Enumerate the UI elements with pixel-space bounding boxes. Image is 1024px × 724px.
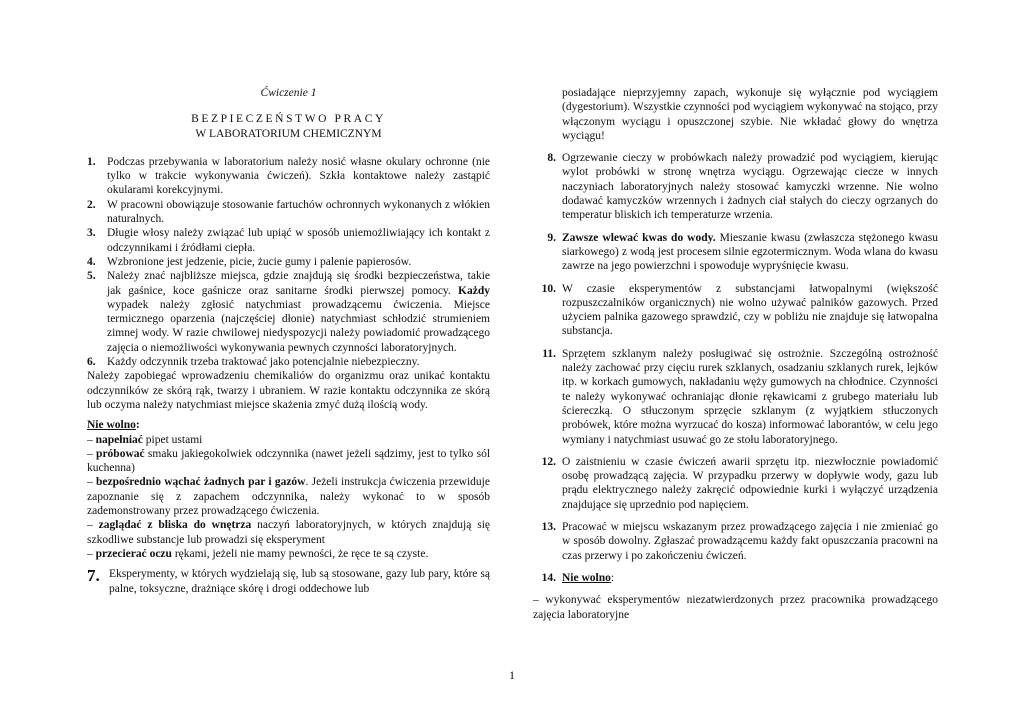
item9-rest: Mieszanie kwasu (zwłaszcza stężonego kwasu siarkowego) z wodą jest procesem silnie egzotermicznym. Woda wlana do kwasu zawrze na jego powierzchni i spowoduje wypryśnięcie kwasu. [562,231,938,273]
item7-continuation: posiadające nieprzyjemny zapach, wykonuje się wyłącznie pod wyciągiem (dygestorium). Wszystkie czynności pod wyciągiem wykonywać na stojąco, przy włączonym wyciągu i opuszczonej szybie. Nie wkładać głowy do wnętrza wyciągu! [562,87,938,142]
title-line-2: W LABORATORIUM CHEMICZNYM [195,127,382,140]
item-text: W pracowni obowiązuje stosowanie fartuchów ochronnych wykonanych z włókien naturalnych. [107,198,490,226]
rule-item-9 [533,231,938,274]
item-number: 2. [87,198,96,211]
item5-text-b: wypadek należy zgłosić natychmiast prowadzącemu ćwiczenia. Miejsce termicznego oparzenia (najczęściej dłonie) natychmiast schłodzić strumieniem zimnej wody. W razie chwilowej niedyspozycji należy powiadomić prowadzącego zajęcia o niemożliwości wykonywania pewnych czynności laboratoryjnych. [107,298,490,354]
nie-wolno-colon: : [135,419,140,432]
prohibition-bold: napełniać [95,433,143,446]
item-number: 11. [542,347,556,360]
rule-item-3 [87,226,490,255]
item-text: W czasie eksperymentów z substancjami łatwopalnymi (większość rozpuszczalników organicznych) nie wolno używać palników gazowych. Przed użyciem palnika gazowego sprawdzić, czy w pobliżu nie znajduje się łatwopalna substancja. [562,282,938,338]
item-text: Długie włosy należy związać lub upiąć w sposób uniemożliwiający ich kontakt z odczynnikami i źródłami ciepła. [107,227,490,254]
prohibition-bold: próbować [96,447,145,460]
item-text [562,231,938,274]
rule-item-1 [87,155,490,198]
dash: – [87,433,93,446]
title-line-1: BEZPIECZEŃSTWO PRACY [191,113,386,126]
item-number: 1. [87,155,96,168]
item-text: Podczas przebywania w laboratorium należy nosić własne okulary ochronne (nie tylko w trakcie wykonywania ćwiczeń). Szkła kontaktowe należy zastąpić okularami korekcyjnymi. [107,155,490,197]
item-number: 14. [541,571,556,584]
item-text: Każdy odczynnik trzeba traktować jako potencjalnie niebezpieczny. [107,356,420,369]
rule-item-2 [87,198,490,227]
rule-item-14 [533,571,938,585]
item-number: 7. [87,566,100,586]
item-text [107,269,490,355]
item-number: 3. [87,227,96,240]
left-column [87,86,490,596]
prohibition-bold: zaglądać z bliska do wnętrza [98,519,252,532]
prohibition-text: naczyń laboratoryjnych, w których znajdują się szkodliwe substancje lub prowadzi się eksperyment [87,519,490,546]
item-number: 5. [87,270,96,283]
right-column [533,86,938,622]
item-text: Pracować w miejscu wskazanym przez prowadzącego zajęcia i nie zmieniać go w sposób dowolny. Zgłaszać prowadzącemu każdy fakt opuszczania pracowni na czas przerwy i po zakończeniu ćwiczeń. [562,521,938,562]
rule-item-12 [533,455,938,512]
item5-text-a: Należy znać najbliższe miejsca, gdzie znajdują się środki bezpieczeństwa, takie jak gaśnice, koce gaśnicze oraz sanitarne środki pierwszej pomocy. [107,270,490,297]
prohibition-text: rękami, jeżeli nie mamy pewności, że ręce te są czyste. [171,547,429,560]
item5-bold: Każdy [458,284,490,297]
item-text: Sprzętem szklanym należy posługiwać się ostrożnie. Szczególną ostrożność należy zachować przy cięciu rurek szklanych, osadzaniu szklanych rurek, lejków itp. w korkach gumowych, nakładaniu węży gumowych na chłodnice. Czynności te należy wykonywać ochraniając dłonie rękawicami z grubego materiału lub ściereczką. O stłuczonym sprzęcie szklanym (z wyjątkiem stłuczonych probówek, które można wyrzucać do kosza) informować laborantów, w celu jego wymiany i natychmiast usuwać go ze stołu laboratoryjnego. [562,347,938,446]
final-prohibition [533,593,938,622]
rule-item-10 [533,282,938,339]
contact-paragraph: Należy zapobiegać wprowadzeniu chemikaliów do organizmu oraz unikać kontaktu odczynników ze skórą rąk, twarzy i ubraniem. W razie kontaktu odczynnika ze skórą lub oczyma należy natychmiast miejsce skażenia zmyć dużą ilością wody. [87,370,490,411]
prohibition-3 [87,475,490,518]
item-number: 10. [541,282,556,295]
prohibition-bold: bezpośrednio wąchać żadnych par i gazów [96,476,306,489]
prohibition-text: smaku jakiegokolwiek odczynnika (nawet jeżeli sądzimy, jest to tylko sól kuchenna) [87,447,491,475]
item-number: 4. [87,255,96,268]
exercise-subtitle: Ćwiczenie 1 [260,87,317,99]
rule-item-6 [87,355,490,369]
prohibition-5 [87,547,490,561]
item-number: 6. [87,356,96,369]
prohibition-2 [87,447,490,476]
prohibition-text: . Jeżeli instrukcja ćwiczenia przewiduje zapoznanie się z zapachem odczynnika, należy wykonać to w sposób zademonstrowany przez prowadzącego ćwiczenia. [87,476,490,518]
prohibition-4 [87,518,490,547]
prohibition-bold: przecierać oczu [95,547,172,560]
rule-item-11 [533,347,938,447]
dash: – [87,447,93,460]
rule-item-8 [533,151,938,222]
item-text: Eksperymenty, w których wydzielają się, lub są stosowane, gazy lub pary, które są palne, toksyczne, drażniące skórę i drogi oddechowe lub [109,568,490,595]
item-number: 9. [547,231,556,244]
prohibition-1 [87,433,490,447]
nie-wolno-label: Nie wolno [562,571,611,584]
nie-wolno-heading [87,418,490,432]
rule-item-7 [87,567,490,596]
page-number: 1 [509,668,515,682]
item-text: Ogrzewanie cieczy w probówkach należy prowadzić pod wyciągiem, kierując wylot probówki w stronę wnętrza wyciągu. Ogrzewając ciecze w innych naczyniach laboratoryjnych należy stosować kamyczki wrzenne. Nie wolno dodawać kamyczków wrzennych i żadnych ciał stałych do cieczy ogrzanych do temperatur bliskich ich temperaturze wrzenia. [562,152,938,222]
item-number: 13. [541,521,556,534]
item-number: 12. [541,455,556,468]
dash: – [87,547,93,560]
nie-wolno-label: Nie wolno [87,419,136,432]
dash: – [87,476,93,489]
nie-wolno-colon: : [610,571,615,584]
item-text: Wzbronione jest jedzenie, picie, żucie gumy i palenie papierosów. [107,255,412,268]
dash: – [87,519,93,532]
item-text [562,571,938,585]
rule-item-13 [533,520,938,563]
prohibition-text: pipet ustami [142,433,203,446]
item-number: 8. [547,152,556,165]
rule-item-5 [87,269,490,355]
dash: – [533,594,539,607]
rule-item-4 [87,255,490,269]
final-prohibition-text: wykonywać eksperymentów niezatwierdzonych przez pracownika prowadzącego zajęcia laboratoryjne [533,594,938,621]
item-text: O zaistnieniu w czasie ćwiczeń awarii sprzętu itp. niezwłocznie powiadomić osobę prowadzącą zajęcia. W przypadku przerwy w dopływie wody, gazu lub prądu elektrycznego należy zakręcić odpowiednie kurki i wyłączyć urządzenia znajdujące się uprzednio pod napięciem. [562,455,938,511]
item9-bold: Zawsze wlewać kwas do wody. [562,231,716,244]
